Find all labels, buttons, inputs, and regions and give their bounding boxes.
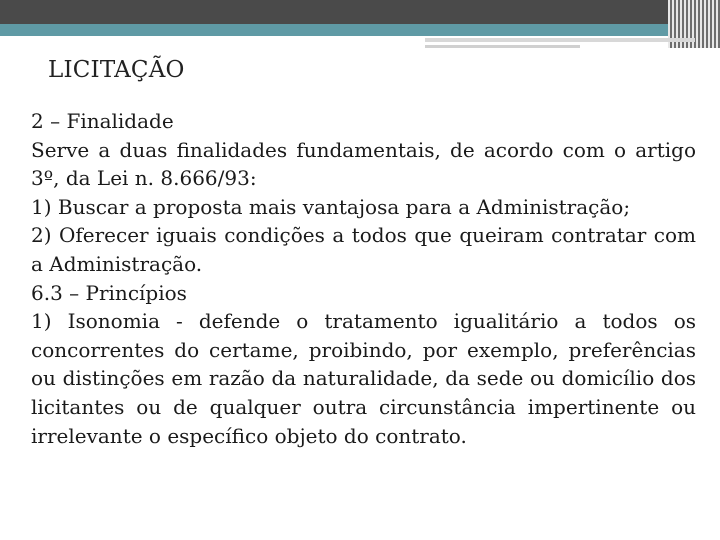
- section-heading: 2 – Finalidade: [31, 109, 174, 133]
- decorative-rule: [425, 38, 695, 42]
- section-heading: 6.3 – Princípios: [31, 280, 187, 305]
- slide-title: LICITAÇÃO: [48, 57, 185, 83]
- list-item: 1) Buscar a proposta mais vantajosa para a Administração;: [31, 194, 631, 219]
- header-band: [0, 0, 720, 24]
- slide-body: [31, 107, 696, 450]
- header-accent-band: [0, 24, 720, 36]
- list-item: 2) Oferecer iguais condições a todos que queiram contratar com a Administração.: [31, 223, 696, 276]
- paragraph: Serve a duas finalidades fundamentais, de acordo com o artigo 3º, da Lei n. 8.666/93:: [31, 137, 696, 191]
- decorative-rule-short: [425, 45, 580, 48]
- list-item: 1) Isonomia - defende o tratamento igualitário a todos os concorrentes do certame, proibindo, por exemplo, preferências ou distinções em razão da naturalidade, da sede ou domicílio dos licitantes ou de qualquer outra circunstância impertinente ou irrelevante o específico objeto do contrato.: [31, 309, 696, 448]
